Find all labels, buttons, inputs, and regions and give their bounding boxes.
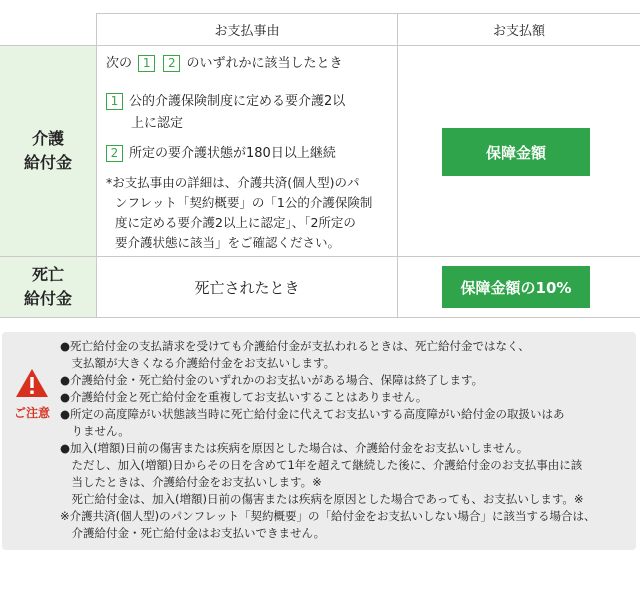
care-note-line1: *お支払事由の詳細は、介護共済(個人型)のパ	[106, 175, 360, 190]
care-note-line2: ンフレット「契約概要」の「1公的介護保険制	[115, 195, 373, 210]
caution-line-12: 介護給付金・死亡給付金はお支払いできません。	[60, 526, 326, 540]
caution-label: ご注意	[13, 406, 50, 420]
caution-line-6: りません。	[60, 424, 130, 438]
caution-line-1: ●死亡給付金の支払請求を受けても介護給付金が支払われるときは、死亡給付金ではなく、	[60, 339, 530, 353]
caution-line-5: ●所定の高度障がい状態該当時に死亡給付金に代えてお支払いする高度障がい給付金の取扱いはあ	[60, 407, 565, 421]
care-amount-badge: 保障金額	[442, 128, 590, 176]
header-reason: お支払事由	[214, 23, 280, 39]
care-item2-text: 所定の要介護状態が180日以上継続	[129, 146, 336, 161]
caution-line-7: ●加入(増額)日前の傷害または疾病を原因とした場合は、介護給付金をお支払いしません。	[60, 441, 529, 455]
care-benefit-label	[0, 46, 96, 256]
death-label-line1: 死亡	[31, 265, 64, 284]
care-note-line3: 度に定める要介護2以上に認定」、「2所定の	[115, 215, 356, 230]
caution-line-9: 当したときは、介護給付金をお支払いします。※	[60, 475, 322, 489]
box-2-icon: 2	[163, 55, 180, 72]
box-1-icon: 1	[138, 55, 155, 72]
intro-suffix: のいずれかに該当したとき	[186, 56, 343, 71]
care-item1-line2: 上に認定	[131, 116, 184, 131]
care-note-line4: 要介護状態に該当」をご確認ください。	[115, 235, 341, 250]
care-label-line2: 給付金	[23, 153, 72, 172]
death-label-line2: 給付金	[23, 289, 72, 308]
death-reason: 死亡されたとき	[194, 278, 300, 297]
benefits-table	[0, 13, 640, 318]
caution-line-2: 支払額が大きくなる介護給付金をお支払いします。	[60, 356, 336, 370]
caution-line-3: ●介護給付金・死亡給付金のいずれかのお支払いがある場合、保障は終了します。	[60, 373, 484, 387]
caution-box	[2, 332, 636, 550]
header-amount: お支払額	[492, 23, 545, 39]
care-note	[106, 173, 372, 253]
caution-line-10: 死亡給付金は、加入(増額)日前の傷害または疾病を原因とした場合であっても、お支払いします。※	[60, 492, 584, 506]
caution-line-11: ※介護共済(個人型)のパンフレット「契約概要」の「給付金をお支払いしない場合」に該当する場合は、	[60, 509, 596, 523]
care-item2	[106, 143, 336, 165]
care-item1-line1: 公的介護保険制度に定める要介護2以	[129, 94, 346, 109]
caution-marker	[10, 368, 54, 421]
caution-line-8: ただし、加入(増額)日からその日を含めて1年を超えて継続した後に、介護給付金のお支払事由に該	[60, 458, 583, 472]
box-2-icon: 2	[106, 145, 123, 162]
death-amount-badge: 保障金額の10%	[442, 266, 590, 308]
care-intro	[106, 53, 342, 75]
box-1-icon: 1	[106, 93, 123, 110]
care-item1	[106, 91, 391, 135]
caution-line-4: ●介護給付金と死亡給付金を重複してお支払いすることはありません。	[60, 390, 428, 404]
care-label-line1: 介護	[31, 129, 64, 148]
death-benefit-label	[0, 257, 96, 317]
warning-triangle-icon	[15, 368, 49, 398]
intro-prefix: 次の	[106, 56, 133, 71]
